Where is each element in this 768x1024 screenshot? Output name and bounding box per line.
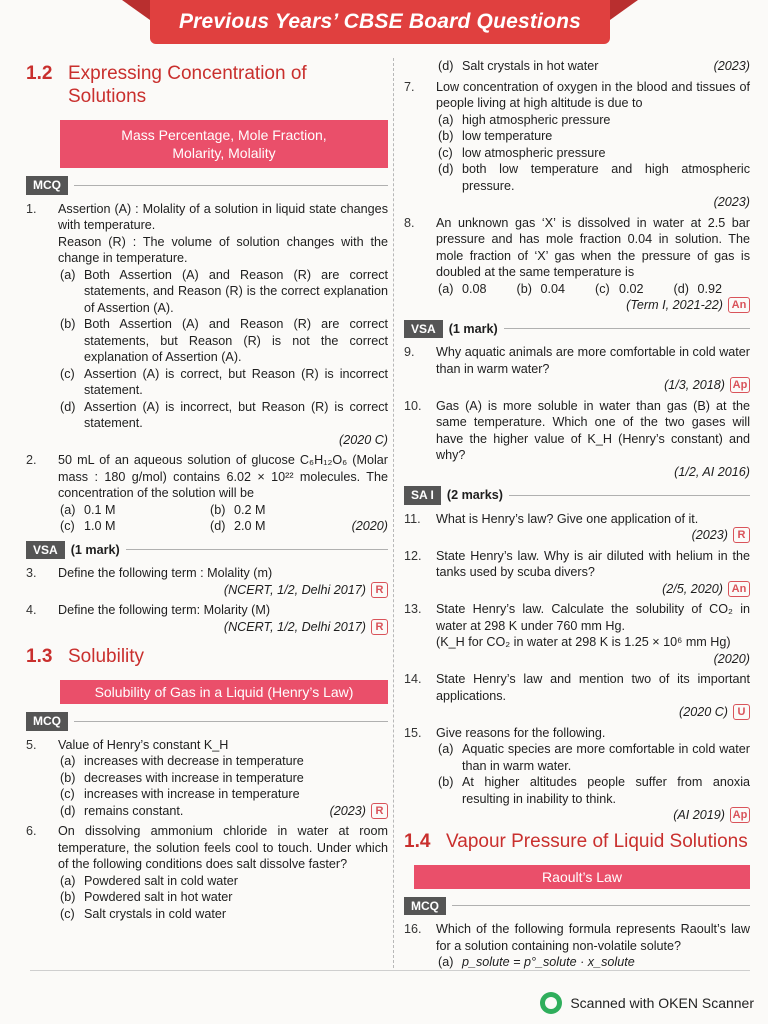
option-d: both low temperature and high atmospheric pressure. (462, 162, 750, 193)
question-7: 7. Low concentration of oxygen in the blood and tissues of people living at high altitude is due to (a) high atmospheric pressure (b) low temperature (c) low atmospheric pressure (d) both low temperature and high atmospheric pressure. (2023) (404, 79, 750, 209)
option-d: Assertion (A) is incorrect, but Reason (R) is correct statement. (84, 399, 388, 430)
mcq-label (26, 176, 388, 195)
question-text: Gas (A) is more soluble in water than gas (B) at the same temperature. Which one of the two gases will have the higher value of K_H (Henry’s constant) and why? (436, 398, 750, 462)
question-9 (404, 344, 750, 394)
scanner-logo-icon (540, 992, 562, 1014)
level-tag: R (371, 803, 388, 819)
question-source: (2023) (691, 528, 728, 542)
vsa-label (404, 320, 750, 339)
question-12 (404, 548, 750, 598)
question-reason: Reason (R) : The volume of solution changes with the change in temperature. (58, 234, 388, 265)
marks-label: (2 marks) (446, 488, 503, 502)
question-source: (2023) (713, 195, 750, 209)
option-a: 0.08 (462, 281, 487, 296)
section-heading-1-4 (404, 830, 750, 853)
question-number: 6. (26, 824, 37, 838)
question-number: 2. (26, 453, 37, 467)
question-number: 10. (404, 398, 422, 413)
vsa-badge: VSA (404, 320, 443, 339)
question-text: Define the following term: Molarity (M) (58, 603, 271, 617)
scanner-watermark (540, 992, 754, 1014)
option-d: remains constant. (84, 803, 184, 818)
section-heading-1-3 (26, 645, 388, 668)
marks-label: (1 mark) (448, 321, 498, 336)
question-number: 9. (404, 345, 415, 359)
question-number: 7. (404, 79, 415, 94)
option-d: Salt crystals in hot water (462, 59, 599, 73)
option-c: 0.02 (619, 281, 644, 296)
level-tag: U (733, 704, 750, 720)
header-banner (150, 0, 610, 44)
section-number: 1.3 (26, 646, 53, 667)
vsa-badge: VSA (26, 541, 65, 560)
question-15: 15. Give reasons for the following. (a) Aquatic species are more comfortable in cold water than in warm water. (b) At higher altitudes people suffer from anoxia resulting in inability to think. (AI 2019) Ap (404, 725, 750, 822)
left-column (26, 58, 388, 926)
column-divider (393, 58, 394, 968)
option-d: 2.0 M (234, 519, 266, 533)
right-column (404, 58, 750, 975)
section-heading-1-2 (26, 62, 388, 108)
question-text: Give reasons for the following. (436, 725, 606, 740)
vsa-label (26, 541, 388, 560)
question-source: (NCERT, 1/2, Delhi 2017) (223, 619, 366, 634)
question-text: State Henry’s law. Why is air diluted with helium in the tanks used by scuba divers? (436, 548, 750, 579)
question-16: 16. Which of the following formula represents Raoult’s law for a solution containing non-volatile solute? (a) p_solute = p°_solute · x_solute (404, 922, 750, 969)
option-b: At higher altitudes people suffer from anoxia resulting in inability to think. (462, 775, 750, 806)
question-number: 14. (404, 672, 422, 686)
question-note: (K_H for CO₂ in water at 298 K is 1.25 × 10⁶ mm Hg) (436, 635, 731, 649)
option-d: 0.92 (697, 281, 723, 296)
question-11 (404, 511, 750, 544)
question-text: Low concentration of oxygen in the blood and tissues of people living at high altitude is due to (436, 79, 750, 110)
option-b: Both Assertion (A) and Reason (R) are correct statements, but Reason (R) is not the correct explanation of Assertion (A). (84, 317, 388, 364)
option-b: 0.04 (540, 281, 566, 296)
question-number: 5. (26, 737, 37, 752)
question-number: 4. (26, 603, 37, 617)
question-1: 1. Assertion (A) : Molality of a solution in liquid state changes with temperature. Reason (R) : The volume of solution changes with the change in temperature. (a) Both Assertion (A) and Reason (R) are correct statements, and Reason (R) is the correct explanation of Assertion (A). (b) Both Assertion (A) and Reason (R) are correct statements, but Reason (R) is not the correct explanation of Assertion (A). (c) Assertion (A) is correct, but Reason (R) is incorrect statement. (d) Assertion (A) is incorrect, but Reason (R) is correct statement. (2020 C) (26, 201, 388, 447)
level-tag: An (728, 297, 750, 313)
question-number: 8. (404, 215, 415, 230)
question-number: 11. (404, 511, 421, 526)
mcq-badge: MCQ (404, 897, 446, 916)
marks-label: (1 mark) (70, 542, 120, 557)
rule (504, 328, 750, 329)
question-text: Why aquatic animals are more comfortable in cold water than in warm water? (436, 345, 750, 376)
question-number: 3. (26, 566, 37, 580)
question-assertion: Assertion (A) : Molality of a solution in liquid state changes with temperature. (58, 201, 388, 232)
question-source: (2020 C) (679, 705, 728, 719)
question-source: (NCERT, 1/2, Delhi 2017) (223, 582, 366, 597)
question-text: Which of the following formula represents Raoult’s law for a solution containing non-volatile solute? (436, 922, 750, 953)
question-2: 2. 50 mL of an aqueous solution of glucose C₆H₁₂O₆ (Molar mass : 180 g/mol) contains 6.02 × 10²² molecules. The concentration of the solution will be (a) 0.1 M (b) 0.2 M (c) 1.0 M (d) 2.0 M (2020) (26, 453, 388, 533)
question-source: (2020 C) (339, 432, 388, 447)
question-number: 12. (404, 548, 422, 563)
option-c: Salt crystals in cold water (84, 906, 227, 921)
option-a: 0.1 M (84, 502, 116, 517)
sa1-badge: SA I (404, 486, 441, 505)
question-8: 8. An unknown gas ‘X’ is dissolved in water at 2.5 bar pressure and has mole fraction 0.04 in solution. The mole fraction of ‘X’ gas when the pressure of gas is doubled at the same temperature is (a) 0.08 (b) 0.04 (c) 0.02 (d) 0.92 (Term I, 2021-22) An (404, 215, 750, 312)
question-text: State Henry’s law and mention two of its important applications. (436, 672, 750, 703)
rule (74, 185, 388, 186)
question-13 (404, 601, 750, 667)
page-bottom-rule (30, 970, 750, 971)
option-b: low temperature (462, 129, 553, 143)
level-tag: R (733, 527, 750, 543)
question-source: (2023) (713, 59, 750, 73)
rule (509, 495, 750, 496)
option-a: Powdered salt in cold water (84, 873, 239, 888)
option-b: 0.2 M (234, 502, 266, 517)
question-text: Define the following term : Molality (m) (58, 566, 273, 580)
option-c: increases with increase in temperature (84, 787, 300, 801)
option-b: decreases with increase in temperature (84, 770, 304, 785)
question-source: (2020) (351, 519, 388, 533)
mcq-label (26, 712, 388, 731)
question-14 (404, 671, 750, 721)
option-a: Aquatic species are more comfortable in cold water than in warm water. (462, 742, 750, 773)
level-tag: Ap (730, 807, 750, 823)
section-number: 1.4 (404, 830, 431, 852)
option-c: low atmospheric pressure (462, 145, 606, 160)
rule (452, 905, 750, 906)
question-10 (404, 398, 750, 481)
rule (126, 549, 388, 550)
option-a: increases with decrease in temperature (84, 754, 304, 768)
question-text: Value of Henry’s constant K_H (58, 737, 229, 752)
sa1-label (404, 486, 750, 505)
level-tag: Ap (730, 377, 750, 393)
level-tag: An (728, 581, 750, 597)
question-source: (2023) (329, 803, 366, 818)
question-number: 13. (404, 602, 422, 616)
mcq-badge: MCQ (26, 176, 68, 195)
rule (74, 721, 388, 722)
question-text: On dissolving ammonium chloride in water at room temperature, the solution feels cool to touch. Under which of the following conditions does salt dissolve faster? (58, 824, 388, 871)
question-text: 50 mL of an aqueous solution of glucose C₆H₁₂O₆ (Molar mass : 180 g/mol) contains 6.02 × 10²² molecules. The concentration of the solution will be (58, 453, 388, 500)
subtopic-band: Solubility of Gas in a Liquid (Henry’s Law) (60, 680, 388, 704)
question-6: 6. On dissolving ammonium chloride in water at room temperature, the solution feels cool to touch. Under which of the following conditions does salt dissolve faster? (a) Powdered salt in cold water (b) Powdered salt in hot water (c) Salt crystals in cold water (26, 824, 388, 921)
question-source: (1/2, AI 2016) (674, 464, 750, 479)
mcq-badge: MCQ (26, 712, 68, 731)
question-source: (Term I, 2021-22) (626, 298, 723, 312)
question-number: 15. (404, 725, 422, 740)
option-a: p_solute = p°_solute · x_solute (462, 955, 635, 969)
question-text: An unknown gas ‘X’ is dissolved in water at 2.5 bar pressure and has mole fraction 0.04 in solution. The mole fraction of ‘X’ gas when the pressure of gas is doubled at the same temperature is (436, 215, 750, 279)
question-number: 1. (26, 201, 37, 216)
subtopic-band: Mass Percentage, Mole Fraction, Molarity, Molality (60, 120, 388, 168)
question-5: 5. Value of Henry’s constant K_H (a) increases with decrease in temperature (b) decreases with increase in temperature (c) increases with increase in temperature (d) remains constant. (2023) R (26, 737, 388, 820)
option-c: 1.0 M (84, 519, 116, 533)
section-number: 1.2 (26, 63, 53, 84)
level-tag: R (371, 619, 388, 635)
question-source: (1/3, 2018) (664, 378, 725, 392)
mcq-label (404, 897, 750, 916)
watermark-text: Scanned with OKEN Scanner (570, 995, 754, 1011)
subtopic-band: Raoult’s Law (414, 865, 750, 889)
level-tag: R (371, 582, 388, 598)
question-source: (AI 2019) (673, 808, 725, 822)
question-text: State Henry’s law. Calculate the solubility of CO₂ in water at 298 K under 760 mm Hg. (436, 602, 750, 633)
option-a: Both Assertion (A) and Reason (R) are correct statements, and Reason (R) is the correct explanation of Assertion (A). (84, 267, 388, 315)
section-title: Vapour Pressure of Liquid Solutions (446, 830, 748, 852)
question-source: (2/5, 2020) (662, 581, 723, 596)
option-a: high atmospheric pressure (462, 112, 611, 127)
question-text: What is Henry’s law? Give one application of it. (436, 511, 699, 526)
question-source: (2020) (713, 651, 750, 666)
banner-title: Previous Years’ CBSE Board Questions (178, 10, 582, 33)
option-c: Assertion (A) is correct, but Reason (R) is incorrect statement. (84, 366, 388, 397)
question-4 (26, 602, 388, 635)
question-3 (26, 565, 388, 598)
section-title: Solubility (68, 646, 145, 667)
option-b: Powdered salt in hot water (84, 890, 233, 904)
section-title: Expressing Concentration of Solutions (68, 63, 307, 107)
question-6-continued: (d) Salt crystals in hot water (2023) (438, 59, 750, 73)
question-number: 16. (404, 922, 422, 936)
